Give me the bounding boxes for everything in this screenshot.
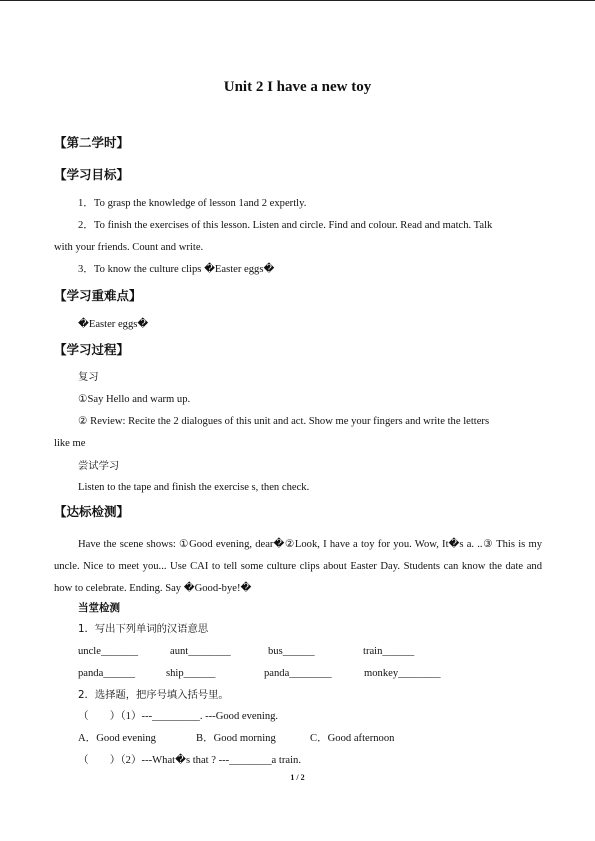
assessment-text: Have the scene shows: ①Good evening, dear�②Look, I have a toy for you. Wow, It�s a. ..③ This is my uncle. Nice to meet you... Use CAI to tell some culture clips about Easter Day. Students can know the date and how to celebrate. Ending. Say �Good-bye!�: [54, 539, 542, 594]
word-train: train______: [363, 646, 415, 657]
page-title: Unit 2 I have a new toy: [223, 79, 372, 95]
objective-2-cont: with your friends. Count and write.: [54, 242, 204, 253]
word-bus: bus______: [268, 646, 315, 657]
q2-1-option-c: C．Good afternoon: [310, 733, 395, 744]
objective-3: 3．To know the culture clips �Easter eggs�: [78, 264, 275, 275]
word-ship: ship______: [166, 668, 216, 679]
objective-1: 1．To grasp the knowledge of lesson 1and 2 expertly.: [78, 198, 307, 209]
review-label: 复习: [78, 371, 99, 383]
heading-assessment: 【达标检测】: [54, 504, 130, 519]
heading-process: 【学习过程】: [54, 342, 130, 357]
q2-2-question: （ ）（2）---What�s that ? ---________a train.: [78, 755, 301, 766]
classroom-test-heading: 当堂检测: [78, 602, 120, 614]
q2-1-option-a: A．Good evening: [78, 733, 156, 744]
word-monkey: monkey________: [364, 668, 441, 679]
objective-2: 2．To finish the exercises of this lesson. Listen and circle. Find and colour. Read and match. Talk: [78, 220, 493, 231]
word-panda: panda______: [78, 668, 136, 679]
process-step-2: ② Review: Recite the 2 dialogues of this unit and act. Show me your fingers and write the letters: [78, 416, 490, 427]
heading-objectives: 【学习目标】: [54, 167, 130, 182]
word-panda-2: panda________: [264, 668, 332, 679]
word-aunt: aunt________: [170, 646, 231, 657]
q2-1-question: （ ）（1）---_________. ---Good evening.: [78, 711, 279, 722]
heading-period: 【第二学时】: [54, 135, 130, 150]
try-text: Listen to the tape and finish the exercise s, then check.: [78, 482, 310, 493]
heading-key-points: 【学习重难点】: [54, 288, 142, 303]
try-label: 尝试学习: [78, 460, 120, 472]
word-uncle: uncle_______: [78, 646, 139, 657]
q2-1-option-b: B．Good morning: [196, 733, 276, 744]
process-step-2-cont: like me: [54, 438, 86, 449]
top-border-line: [0, 0, 595, 1]
process-step-1: ①Say Hello and warm up.: [78, 394, 191, 405]
q2-instruction: 2．选择题，把序号填入括号里。: [78, 689, 229, 701]
page-number: 1 / 2: [290, 773, 305, 782]
q1-instruction: 1．写出下列单词的汉语意思: [78, 623, 209, 635]
key-point-text: �Easter eggs�: [78, 319, 149, 330]
